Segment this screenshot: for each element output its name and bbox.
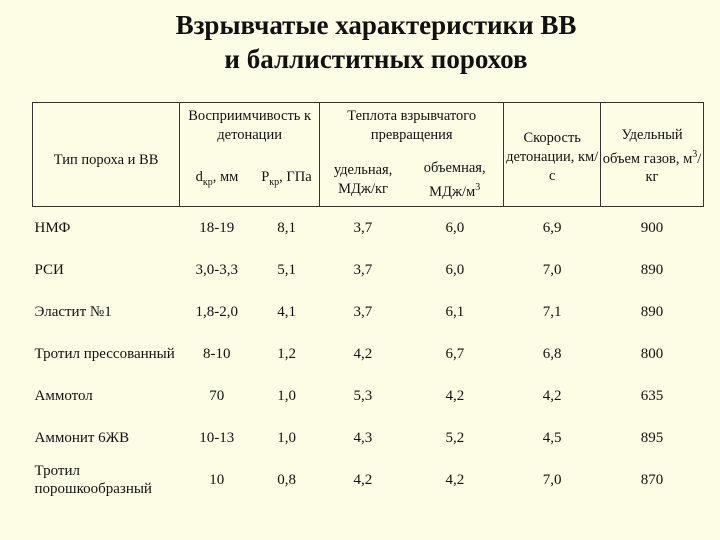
header-gas-main: Удельный объем газов, м xyxy=(602,126,693,167)
cell-velocity: 7,1 xyxy=(542,303,562,320)
header-heat: Теплота взрывчатого превращения xyxy=(320,103,504,155)
cell-gas: 900 xyxy=(640,219,664,236)
table-row xyxy=(33,375,704,417)
cell-specific: 3,7 xyxy=(353,261,373,278)
cell-volumetric: 5,2 xyxy=(445,429,465,446)
table-row xyxy=(33,207,704,250)
row-name: Аммонит 6ЖВ xyxy=(34,430,130,446)
cell-pkr: 0,8 xyxy=(277,471,297,488)
cell-specific: 4,2 xyxy=(353,345,373,362)
header-dkr-unit: , мм xyxy=(212,169,239,186)
cell-velocity: 7,0 xyxy=(542,261,562,278)
cell-specific: 5,3 xyxy=(353,387,373,404)
title-line-2: и баллиститных порохов xyxy=(224,44,528,74)
header-pkr-main: P xyxy=(261,169,270,186)
cell-velocity: 4,5 xyxy=(542,429,562,446)
header-type: Тип пороха и ВВ xyxy=(33,103,180,207)
cell-pkr: 5,1 xyxy=(277,261,297,278)
header-specific: удельная, МДж/кг xyxy=(320,155,406,207)
page-title xyxy=(0,8,720,76)
cell-volumetric: 6,7 xyxy=(445,345,465,362)
row-name: Аммотол xyxy=(34,388,93,404)
row-name: Тротил прессованный xyxy=(34,346,175,362)
header-gas-unit: /кг xyxy=(645,150,702,186)
header-pkr-unit: , ГПа xyxy=(279,169,312,186)
cell-dkr: 10 xyxy=(209,471,225,488)
cell-gas: 890 xyxy=(640,261,664,278)
header-dkr-main: d xyxy=(195,169,203,186)
cell-gas: 895 xyxy=(640,429,664,446)
cell-volumetric: 6,0 xyxy=(445,261,465,278)
row-name: НМФ xyxy=(34,220,71,236)
table-row xyxy=(33,291,704,333)
properties-table xyxy=(32,102,704,501)
row-name: РСИ xyxy=(34,262,64,278)
cell-velocity: 6,9 xyxy=(542,219,562,236)
header-volumetric-sup: 3 xyxy=(475,181,481,193)
table-row xyxy=(33,417,704,459)
cell-pkr: 4,1 xyxy=(277,303,297,320)
cell-gas: 635 xyxy=(640,387,664,404)
cell-velocity: 6,8 xyxy=(542,345,562,362)
cell-gas: 890 xyxy=(640,303,664,320)
cell-gas: 800 xyxy=(640,345,664,362)
cell-pkr: 1,2 xyxy=(277,345,297,362)
cell-volumetric: 6,0 xyxy=(445,219,465,236)
header-volumetric-main: объемная, МДж/м xyxy=(423,159,486,200)
cell-dkr: 8-10 xyxy=(202,345,231,362)
header-gas-volume xyxy=(601,103,704,207)
title-line-1: Взрывчатые характеристики ВВ xyxy=(175,10,577,40)
table-row xyxy=(33,333,704,375)
row-name: Тротил порошкообразный xyxy=(34,463,152,497)
cell-dkr: 1,8-2,0 xyxy=(195,303,238,320)
cell-specific: 3,7 xyxy=(353,303,373,320)
cell-pkr: 1,0 xyxy=(277,387,297,404)
header-pkr xyxy=(254,155,320,207)
cell-dkr: 3,0-3,3 xyxy=(195,261,238,278)
header-volumetric xyxy=(406,155,504,207)
header-dkr xyxy=(180,155,254,207)
cell-volumetric: 4,2 xyxy=(445,471,465,488)
header-dkr-sub: кр xyxy=(202,177,213,189)
cell-specific: 3,7 xyxy=(353,219,373,236)
cell-specific: 4,2 xyxy=(353,471,373,488)
table-row xyxy=(33,459,704,501)
cell-pkr: 1,0 xyxy=(277,429,297,446)
cell-dkr: 10-13 xyxy=(199,429,235,446)
cell-velocity: 7,0 xyxy=(542,471,562,488)
header-pkr-sub: кр xyxy=(269,177,280,189)
cell-specific: 4,3 xyxy=(353,429,373,446)
header-gas-sup: 3 xyxy=(692,148,698,160)
cell-gas: 870 xyxy=(640,471,664,488)
header-sensitivity: Восприимчивость к детонации xyxy=(180,103,320,155)
cell-pkr: 8,1 xyxy=(277,219,297,236)
cell-volumetric: 6,1 xyxy=(445,303,465,320)
cell-volumetric: 4,2 xyxy=(445,387,465,404)
cell-velocity: 4,2 xyxy=(542,387,562,404)
cell-dkr: 18-19 xyxy=(199,219,235,236)
header-velocity: Скорость детонации, км/с xyxy=(504,103,601,207)
cell-dkr: 70 xyxy=(209,387,225,404)
table-row xyxy=(33,249,704,291)
row-name: Эластит №1 xyxy=(34,304,112,320)
